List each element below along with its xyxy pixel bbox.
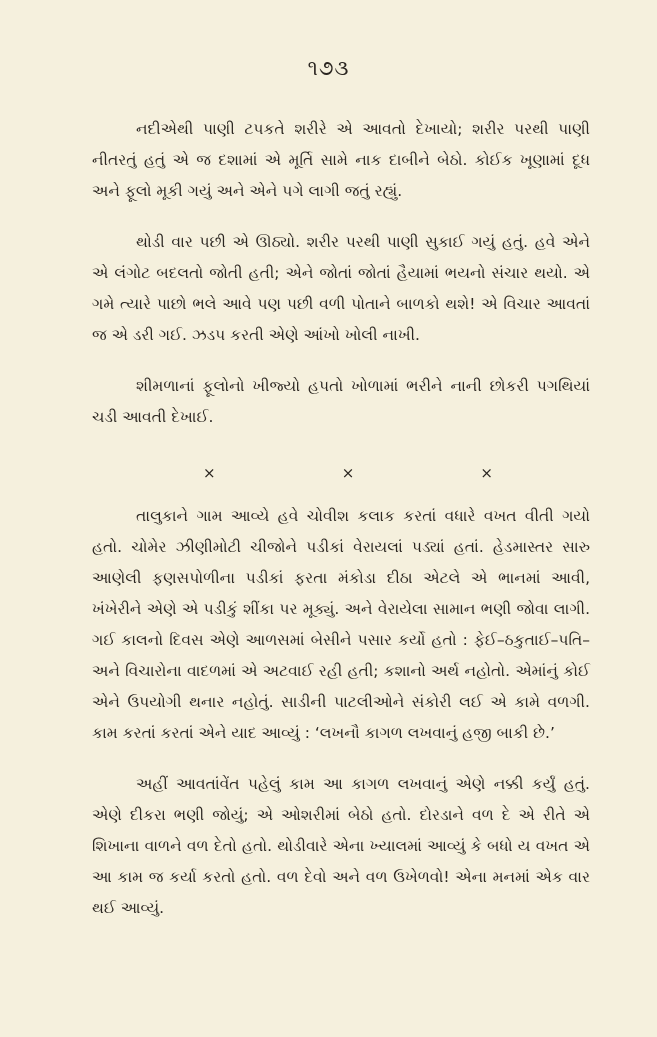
section-break-mark: × (203, 464, 216, 482)
paragraph-4: તાલુકાને ગામ આવ્યે હવે ચોવીશ કલાક કરતાં વધારે વખત વીતી ગયો હતો. ચોમેર ઝીણીમોટી ચીજોને પડીકાં વેરાયલાં પડ્યાં હતાં. હેડમાસ્તર સારુ આણેલી ફણસપોળીના પડીકાં ફરતા મંકોડા દીઠા એટલે એ ભાનમાં આવી, ખંખેરીને એણે એ પડીકું શીંકા પર મૂક્યું. અને વેરાયેલા સામાન ભણી જોવા લાગી. ગઈ કાલનો દિવસ એણે આળસમાં બેસીને પસાર કર્યો હતો : ફેઈ–ઠકુતાઈ–પતિ–અને વિચારોના વાદળમાં એ અટવાઈ રહી હતી; કશાનો અર્થ નહોતો. એમાંનું કોઈ એને ઉપયોગી થનાર નહોતું. સાડીની પાટલીઓને સંકોરી લઈ એ કામે વળગી. કામ કરતાં કરતાં એને યાદ આવ્યું : ‘લખનૌ કાગળ લખવાનું હજી બાકી છે.’ (92, 507, 590, 742)
paragraph-5: અહીં આવતાંવેંત પહેલું કામ આ કાગળ લખવાનું એણે નક્કી કર્યું હતું. એણે દીકરા ભણી જોયું; એ ઓશરીમાં બેઠો હતો. દોરડાને વળ દે એ રીતે એ શિખાના વાળને વળ દેતો હતો. થોડીવારે એના ખ્યાલમાં આવ્યું કે બધો ય વખત એ આ કામ જ કર્યા કરતો હતો. વળ દેવો અને વળ ઉખેળવો! એના મનમાં એક વાર થઈ આવ્યું. (92, 775, 590, 917)
page-number: ૧૭૩ (307, 56, 350, 80)
section-break (189, 453, 493, 493)
paragraph-3: શીમળાનાં ફૂલોનો ખીજ્યો હપતો ખોળામાં ભરીને નાની છોકરી પગથિયાં ચડી આવતી દેખાઈ. (92, 377, 590, 426)
section-break-mark: × (480, 464, 493, 482)
paragraph-1: નદીએથી પાણી ટપકતે શરીરે એ આવતો દેખાયો; શરીર પરથી પાણી નીતરતું હતું એ જ દશામાં એ મૂર્તિ સામે નાક દાબીને બેઠો. કોઈક ખૂણામાં દૂધ અને ફૂલો મૂકી ગયું અને એને પગે લાગી જતું રહ્યું. (92, 120, 590, 200)
body-text (92, 114, 590, 944)
section-break-mark: × (341, 464, 355, 482)
paragraph-2: થોડી વાર પછી એ ઊઠ્યો. શરીર પરથી પાણી સુકાઈ ગયું હતું. હવે એને એ લંગોટ બદલતો જોતી હતી; એને જોતાં જોતાં હૈયામાં ભયનો સંચાર થયો. એ ગમે ત્યારે પાછો ભલે આવે પણ પછી વળી પોતાને બાળકો થશે! એ વિચાર આવતાં જ એ ડરી ગઈ. ઝડપ કરતી એણે આંખો ખોલી નાખી. (92, 233, 590, 344)
